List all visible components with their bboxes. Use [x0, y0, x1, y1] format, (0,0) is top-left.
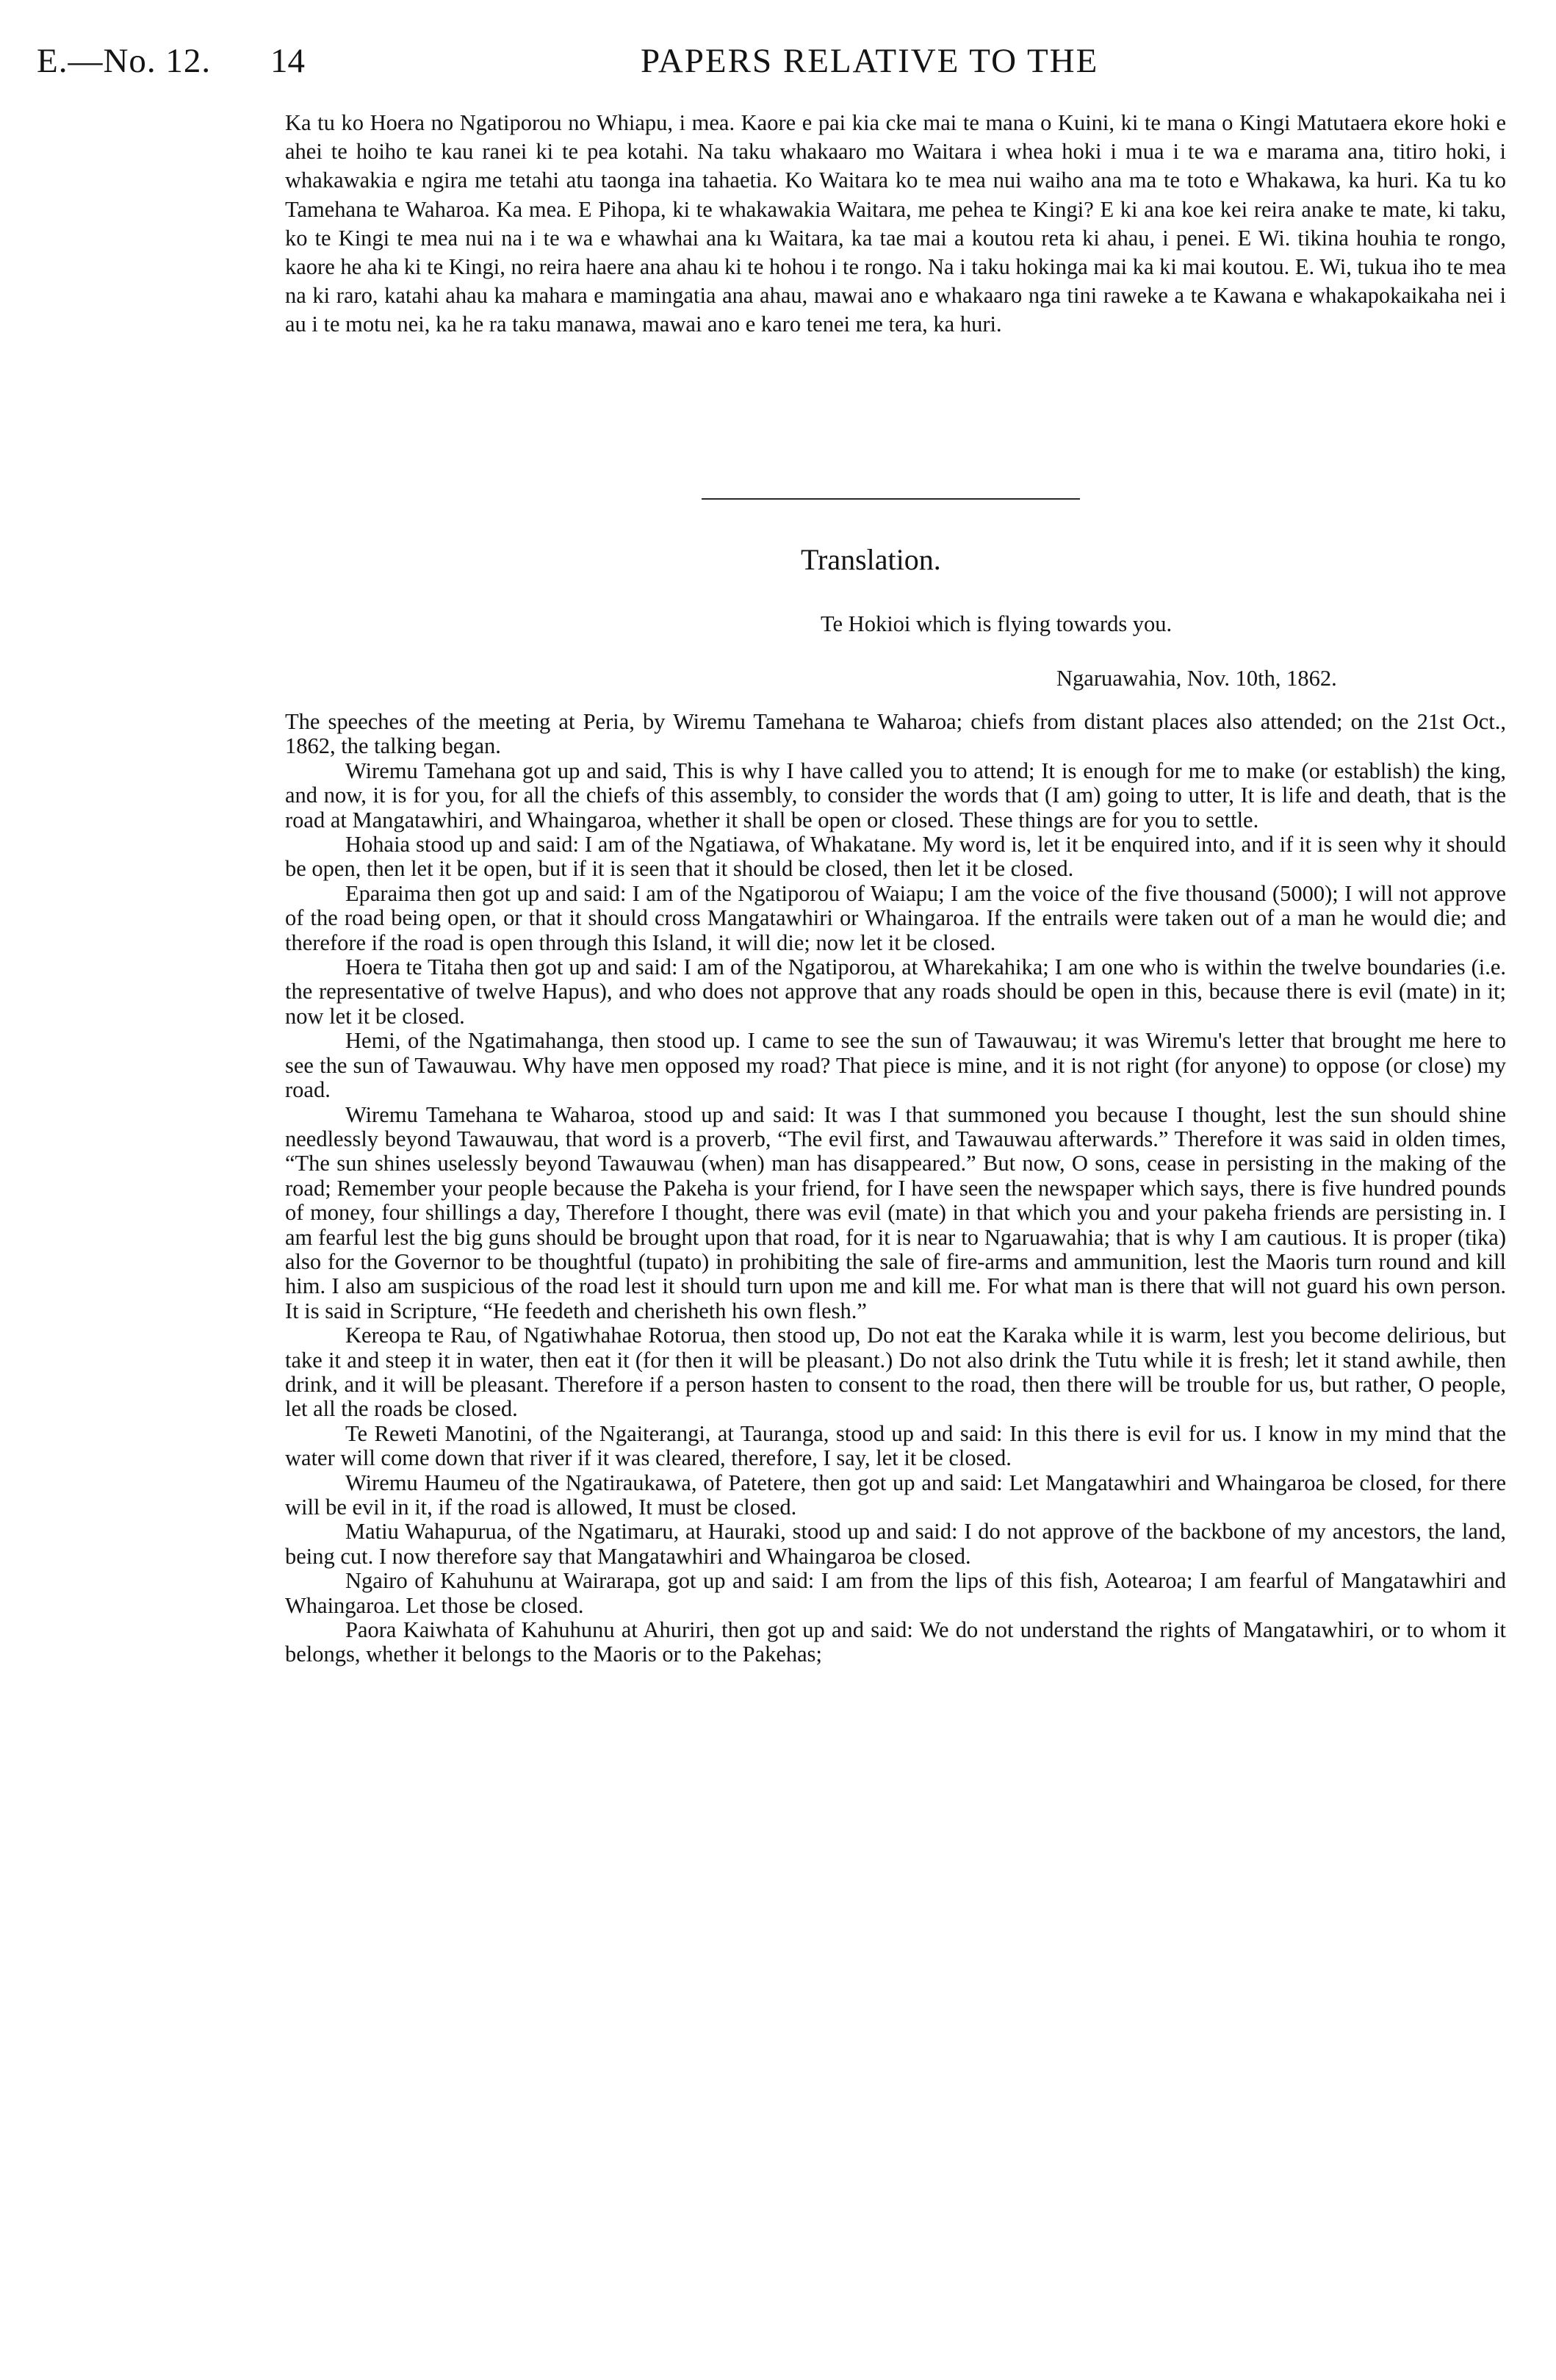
paragraph: Wiremu Tamehana te Waharoa, stood up and said: It was I that summoned you because I thought, lest the sun should shine needlessly beyond Tawauwau, that word is a proverb, “The evil first, and Tawauwau afterwards.” Therefore it was said in olden times, “The sun shines uselessly beyond Tawauwau (when) man has disappeared.” But now, O sons, cease in persisting in the making of the road; Remember your people because the Pakeha is your friend, for I have seen the newspaper which says, there is five hundred pounds of money, four shillings a day, Therefore I thought, there was evil (mate) in that which you and your pakeha friends are persisting in. I am fearful lest the big guns should be brought upon that road, for it is near to Ngaruawahia; that is why I am cautious. It is proper (tika) also for the Governor to be thoughtful (tupato) in prohibiting the sale of fire-arms and ammunition, lest the Maoris turn round and kill him. I also am suspicious of the road lest it should turn upon me and kill me. For what man is there that will not guard his own person. It is said in Scripture, “He feedeth and cherisheth his own flesh.” [285, 1101, 1506, 1323]
paragraph: The speeches of the meeting at Peria, by Wiremu Tamehana te Waharoa; chiefs from distant places also attended; on the 21st Oct., 1862, the talking began. [285, 709, 1506, 759]
paragraph: Hemi, of the Ngatimahanga, then stood up. I came to see the sun of Tawauwau; it was Wiremu's letter that brought me here to see the sun of Tawauwau. Why have men opposed my road? That piece is mine, and it is not right (for anyone) to oppose (or close) my road. [285, 1028, 1506, 1103]
paragraph: Hohaia stood up and said: I am of the Ngatiawa, of Whakatane. My word is, let it be enquired into, and if it is seen why it should be open, then let it be open, but if it is seen that it should be closed, then let it be closed. [285, 832, 1506, 882]
paragraph: Hoera te Titaha then got up and said: I am of the Ngatiporou, at Wharekahika; I am one who is within the twelve boundaries (i.e. the representative of twelve Hapus), and who does not approve that any roads should be open in this, because there is evil (mate) in it; now let it be closed. [285, 954, 1506, 1029]
section-divider [702, 498, 1080, 500]
paragraph: Wiremu Haumeu of the Ngatiraukawa, of Patetere, then got up and said: Let Mangatawhiri and Whaingaroa be closed, for there will be evil in it, if the road is allowed, It must be closed. [285, 1470, 1506, 1520]
paragraph: Ngairo of Kahuhunu at Wairarapa, got up and said: I am from the lips of this fish, Aotearoa; I am fearful of Mangatawhiri and Whaingaroa. Let those be closed. [285, 1568, 1506, 1618]
maori-text-block: Ka tu ko Hoera no Ngatiporou no Whiapu, i mea. Kaore e pai kia cke mai te mana o Kuini, ki te mana o Kingi Matutaera ekore hoki e ahei te hoiho te kau ranei ki te pea kotahi. Na taku whakaaro mo Waitara i whea hoki i mua i te wa e marama ana, titiro hoki, i whakawakia e ngira me tetahi atu taonga ina tahaetia. Ko Waitara ko te mea nui waiho ana ma te toto e Whakawa, ka huri. Ka tu ko Tamehana te Waharoa. Ka mea. E Pihopa, ki te whakawakia Waitara, me pehea te Kingi? E ki ana koe kei reira anake te mate, ki taku, ko te Kingi te mea nui na i te wa e whawhai ana kı Waitara, ka tae mai a koutou reta ki ahau, i penei. E Wi. tikina houhia te rongo, kaore he aha ki te Kingi, no reira haere ana ahau ki te hohou i te rongo. Na i taku hokinga mai ka ki mai koutou. E. Wi, tukua iho te mea na ki raro, katahi ahau ka mahara e mamingatia ana ahau, mawai ano e whakaaro nga tini raweke a te Kawana e whakapokaikaha nei i au i te motu nei, ka he ra taku manawa, mawai ano e karo tenei me tera, ka huri. [285, 110, 1506, 337]
paragraph: Te Reweti Manotini, of the Ngaiterangi, at Tauranga, stood up and said: In this there is evil for us. I know in my mind that the water will come down that river if it was cleared, therefore, I say, let it be closed. [285, 1420, 1506, 1471]
translation-heading: Translation. [801, 543, 941, 576]
page-number: 14 [270, 42, 305, 80]
paragraph: Matiu Wahapurua, of the Ngatimaru, at Hauraki, stood up and said: I do not approve of the backbone of my ancestors, the land, being cut. I now therefore say that Mangatawhiri and Whaingaroa be closed. [285, 1519, 1506, 1569]
translation-subtitle: Te Hokioi which is flying towards you. [821, 611, 1173, 636]
document-number: E.—No. 12. [37, 42, 212, 80]
paragraph: Eparaima then got up and said: I am of the Ngatiporou of Waiapu; I am the voice of the five thousand (5000); I will not approve of the road being open, or that it should cross Mangatawhiri or Whaingaroa. If the entrails were taken out of a man he would die; and therefore if the road is open through this Island, it will die; now let it be closed. [285, 880, 1506, 955]
translation-body [285, 710, 1506, 1667]
paragraph: Wiremu Tamehana got up and said, This is why I have called you to attend; It is enough for me to make (or establish) the king, and now, it is for you, for all the chiefs of this assembly, to consider the words that (I am) going to utter, It is life and death, that is the road at Mangatawhiri, and Whaingaroa, whether it shall be open or closed. These things are for you to settle. [285, 758, 1506, 833]
paragraph: Paora Kaiwhata of Kahuhunu at Ahuriri, then got up and said: We do not understand the rights of Mangatawhiri, or to whom it belongs, whether it belongs to the Maoris or to the Pakehas; [285, 1617, 1506, 1667]
dateline: Ngaruawahia, Nov. 10th, 1862. [1056, 666, 1337, 691]
page-header [37, 35, 1183, 87]
paragraph: Kereopa te Rau, of Ngatiwhahae Rotorua, then stood up, Do not eat the Karaka while it is warm, lest you become delirious, but take it and steep it in water, then eat it (for then it will be pleasant.) Do not also drink the Tutu while it is fresh; let it stand awhile, then drink, and it will be pleasant. Therefore if a person hasten to consent to the road, then there will be trouble for us, but rather, O people, let all the roads be closed. [285, 1323, 1506, 1422]
running-title: PAPERS RELATIVE TO THE [641, 42, 1099, 80]
